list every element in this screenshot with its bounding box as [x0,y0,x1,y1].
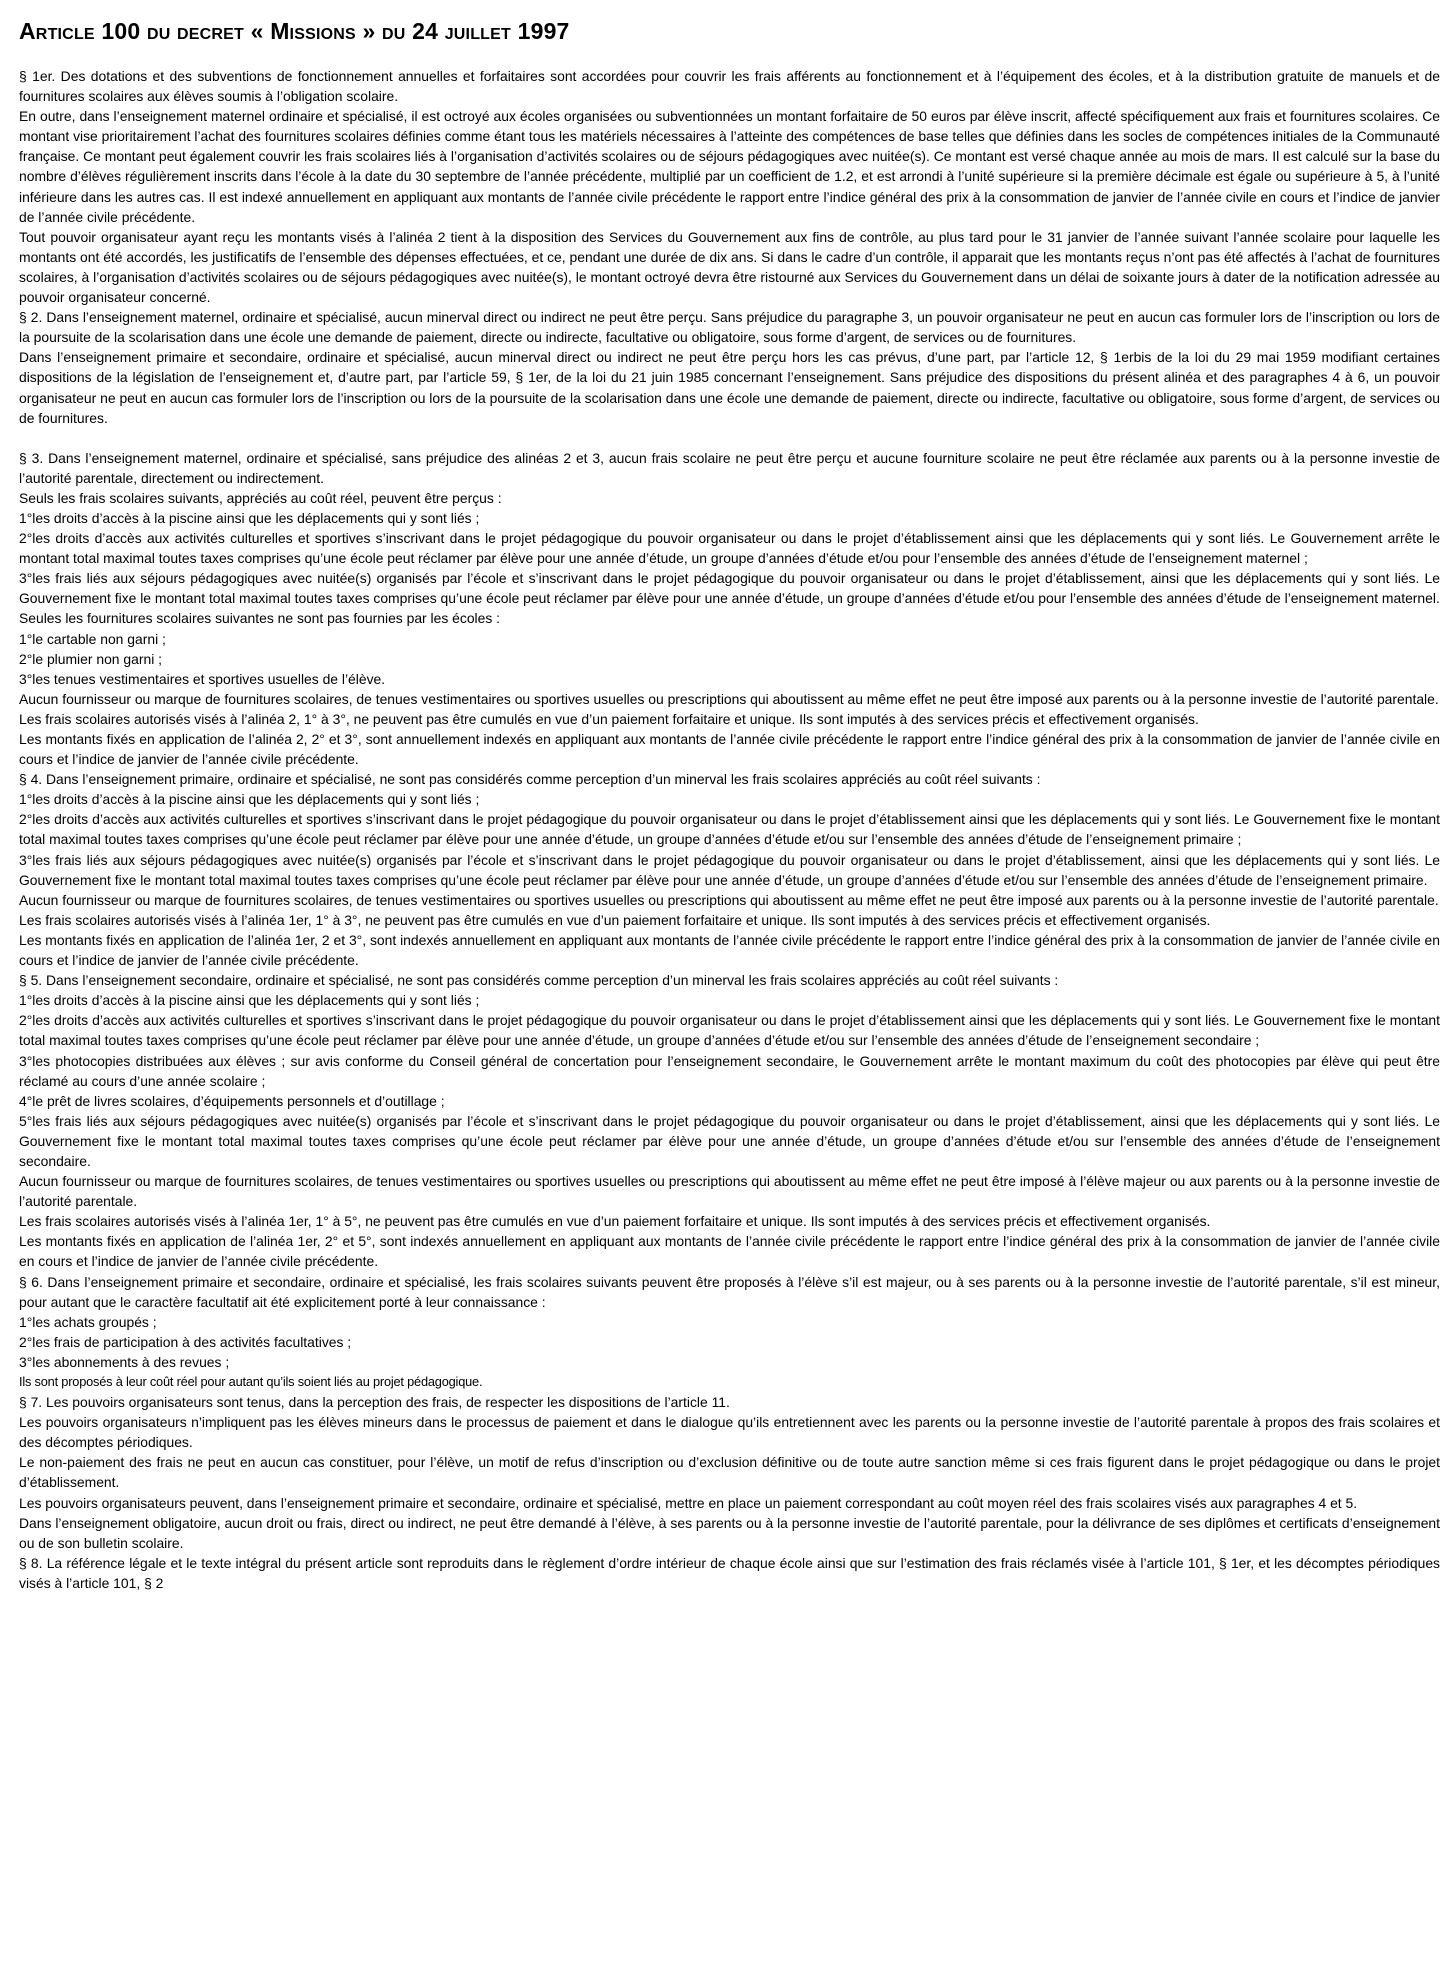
document-paragraph: Les montants fixés en application de l’alinéa 2, 2° et 3°, sont annuellement indexés en appliquant aux montants de l’année civile précédente le rapport entre l’indice général des prix à la consommation de janvier de l’année civile en cours et l’indice de janvier de l’année civile précédente. [19,731,1440,768]
document-paragraph: 2°les droits d’accès aux activités culturelles et sportives s’inscrivant dans le projet pédagogique du pouvoir organisateur ou dans le projet d’établissement ainsi que les déplacements qui y sont liés. Le Gouvernement fixe le montant total maximal toutes taxes comprises qu’une école peut réclamer par élève pour une année d’étude, un groupe d’années d’étude et/ou sur l’ensemble des années d’étude de l’enseignement primaire ; [19,811,1440,848]
document-paragraph: 2°les droits d’accès aux activités culturelles et sportives s’inscrivant dans le projet pédagogique du pouvoir organisateur ou dans le projet d’établissement ainsi que les déplacements qui y sont liés. Le Gouvernement arrête le montant total maximal toutes taxes comprises qu’une école peut réclamer par élève pour une année d’étude, un groupe d’années d’étude et/ou pour l’ensemble des années d’étude de l’enseignement maternel ; [19,530,1440,567]
document-paragraph: 1°les droits d’accès à la piscine ainsi que les déplacements qui y sont liés ; [19,992,480,1009]
document-paragraph: 1°les achats groupés ; [19,1313,157,1330]
document-paragraph: Ils sont proposés à leur coût réel pour autant qu’ils soient liés au projet pédagogique. [19,1374,483,1389]
document-paragraph [19,428,1440,448]
document-paragraph: Seuls les frais scolaires suivants, appréciés au coût réel, peuvent être perçus : [19,489,502,506]
document-paragraph: Les montants fixés en application de l’alinéa 1er, 2° et 5°, sont indexés annuellement en appliquant aux montants de l’année civile précédente le rapport entre l’indice général des prix à la consommation de janvier de l’année civile en cours et l’indice de janvier de l’année civile précédente. [19,1233,1440,1270]
document-paragraph: Les frais scolaires autorisés visés à l’alinéa 2, 1° à 3°, ne peuvent pas être cumulés en vue d’un paiement forfaitaire et unique. Ils sont imputés à des services précis et effectivement organisés. [19,710,1199,727]
document-paragraph: 2°les droits d’accès aux activités culturelles et sportives s’inscrivant dans le projet pédagogique du pouvoir organisateur ou dans le projet d’établissement ainsi que les déplacements qui y sont liés. Le Gouvernement fixe le montant total maximal toutes taxes comprises qu’une école peut réclamer par élève pour une année d’étude, un groupe d’années d’étude et/ou sur l’ensemble des années d’étude de l’enseignement secondaire ; [19,1012,1440,1049]
document-paragraph: Seules les fournitures scolaires suivantes ne sont pas fournies par les écoles : [19,610,501,627]
document-body [19,66,1440,1593]
document-paragraph: § 4. Dans l’enseignement primaire, ordinaire et spécialisé, ne sont pas considérés comme perception d’un minerval les frais scolaires appréciés au coût réel suivants : [19,771,1041,788]
document-paragraph: Aucun fournisseur ou marque de fournitures scolaires, de tenues vestimentaires ou sportives usuelles ou prescriptions qui aboutissent au même effet ne peut être imposé aux parents ou à la personne investie de l’autorité parentale. [19,891,1439,908]
document-paragraph: Les montants fixés en application de l’alinéa 1er, 2 et 3°, sont indexés annuellement en appliquant aux montants de l’année civile précédente le rapport entre l’indice général des prix à la consommation de janvier de l’année civile en cours et l’indice de janvier de l’année civile précédente. [19,931,1440,969]
document-paragraph: 1°les droits d’accès à la piscine ainsi que les déplacements qui y sont liés ; [19,509,480,526]
document-paragraph: Aucun fournisseur ou marque de fournitures scolaires, de tenues vestimentaires ou sportives usuelles ou prescriptions qui aboutissent au même effet ne peut être imposé aux parents ou à la personne investie de l’autorité parentale. [19,690,1439,707]
document-paragraph: Aucun fournisseur ou marque de fournitures scolaires, de tenues vestimentaires ou sportives usuelles ou prescriptions qui aboutissent au même effet ne peut être imposé à l’élève majeur ou aux parents ou à la personne investie de l’autorité parentale. [19,1173,1440,1210]
document-paragraph: 3°les tenues vestimentaires et sportives usuelles de l’élève. [19,670,386,687]
document-paragraph: 2°les frais de participation à des activités facultatives ; [19,1333,352,1350]
document-paragraph: En outre, dans l’enseignement maternel ordinaire et spécialisé, il est octroyé aux écoles organisées ou subventionnées un montant forfaitaire de 50 euros par élève inscrit, affecté spécifiquement aux frais et fournitures scolaires. Ce montant vise prioritairement l’achat des fournitures scolaires définies comme étant tous les matériels nécessaires à l’atteinte des compétences de base telles que définies dans les socles de compétences initiales de la Communauté française. Ce montant peut également couvrir les frais scolaires liés à l’organisation d’activités scolaires ou de séjours pédagogiques avec nuitée(s). Ce montant est versé chaque année au mois de mars. Il est calculé sur la base du nombre d’élèves régulièrement inscrits dans l’école à la date du 30 septembre de l’année précédente, multiplié par un coefficient de 1.2, et est arrondi à l’unité supérieure si la première décimale est égale ou supérieure à 5, à l’unité inférieure dans les autres cas. Il est indexé annuellement en appliquant aux montants de l’année civile précédente le rapport entre l’indice général des prix à la consommation de janvier de l’année civile en cours et l’indice de janvier de l’année civile précédente. [19,108,1440,225]
document-paragraph: 1°le cartable non garni ; [19,630,166,647]
document-paragraph: 3°les abonnements à des revues ; [19,1353,230,1370]
document-paragraph: § 5. Dans l’enseignement secondaire, ordinaire et spécialisé, ne sont pas considérés comme perception d’un minerval les frais scolaires appréciés au coût réel suivants : [19,972,1059,989]
document-paragraph: Tout pouvoir organisateur ayant reçu les montants visés à l’alinéa 2 tient à la disposition des Services du Gouvernement aux fins de contrôle, au plus tard pour le 31 janvier de l’année suivant l’année scolaire pour laquelle les montants ont été accordés, les justificatifs de l’ensemble des dépenses effectuées, et ce, pendant une durée de dix ans. Si dans le cadre d’un contrôle, il apparait que les montants reçus n’ont pas été affectés à l’achat de fournitures scolaires, à l’organisation d’activités scolaires ou de séjours pédagogiques avec nuitée(s), le montant octroyé devra être ristourné aux Services du Gouvernement dans un délai de soixante jours à dater de la notification adressée au pouvoir organisateur concerné. [19,228,1440,306]
document-paragraph: Dans l’enseignement obligatoire, aucun droit ou frais, direct ou indirect, ne peut être demandé à l’élève, à ses parents ou à la personne investie de l’autorité parentale, pour la délivrance de ses diplômes et certificats d’enseignement ou de son bulletin scolaire. [19,1514,1440,1551]
document-paragraph: Le non-paiement des frais ne peut en aucun cas constituer, pour l’élève, un motif de refus d’inscription ou d’exclusion définitive ou de toute autre sanction même si ces frais figurent dans le projet pédagogique ou dans le projet d’établissement. [19,1454,1440,1491]
document-paragraph: § 3. Dans l’enseignement maternel, ordinaire et spécialisé, sans préjudice des alinéas 2 et 3, aucun frais scolaire ne peut être perçu et aucune fourniture scolaire ne peut être réclamée aux parents ou à la personne investie de l’autorité parentale, directement ou indirectement. [19,449,1440,486]
document-paragraph: Les frais scolaires autorisés visés à l’alinéa 1er, 1° à 5°, ne peuvent pas être cumulés en vue d’un paiement forfaitaire et unique. Ils sont imputés à des services précis et effectivement organisés. [19,1213,1211,1230]
document-paragraph: 2°le plumier non garni ; [19,650,162,667]
document-paragraph: Les pouvoirs organisateurs peuvent, dans l’enseignement primaire et secondaire, ordinaire et spécialisé, mettre en place un paiement correspondant au coût moyen réel des frais scolaires visés aux paragraphes 4 et 5. [19,1494,1358,1511]
document-paragraph: 3°les frais liés aux séjours pédagogiques avec nuitée(s) organisés par l’école et s’inscrivant dans le projet pédagogique du pouvoir organisateur ou dans le projet d’établissement, ainsi que les déplacements qui y sont liés. Le Gouvernement fixe le montant total maximal toutes taxes comprises qu’une école peut réclamer par élève pour une année d’étude, un groupe d’années d’étude et/ou sur l’ensemble des années d’étude de l’enseignement primaire. [19,851,1440,888]
document-paragraph: § 8. La référence légale et le texte intégral du présent article sont reproduits dans le règlement d’ordre intérieur de chaque école ainsi que sur l’estimation des frais réclamés visée à l’article 101, § 1er, et les décomptes périodiques visés à l’article 101, § 2 [19,1554,1440,1591]
document-paragraph: Les pouvoirs organisateurs n’impliquent pas les élèves mineurs dans le processus de paiement et dans le dialogue qu’ils entretiennent avec les parents ou la personne investie de l’autorité parentale à propos des frais scolaires et des décomptes périodiques. [19,1414,1440,1451]
document-paragraph: Les frais scolaires autorisés visés à l’alinéa 1er, 1° à 3°, ne peuvent pas être cumulés en vue d’un paiement forfaitaire et unique. Ils sont imputés à des services précis et effectivement organisés. [19,911,1211,928]
document-paragraph: § 7. Les pouvoirs organisateurs sont tenus, dans la perception des frais, de respecter les dispositions de l’article 11. [19,1394,730,1411]
document-paragraph: 5°les frais liés aux séjours pédagogiques avec nuitée(s) organisés par l’école et s’inscrivant dans le projet pédagogique du pouvoir organisateur ou dans le projet d’établissement, ainsi que les déplacements qui y sont liés. Le Gouvernement fixe le montant total maximal toutes taxes comprises qu’une école peut réclamer par élève pour une année d’étude, un groupe d’années d’étude et/ou sur l’ensemble des années d’étude de l’enseignement secondaire. [19,1112,1440,1169]
document-title: Article 100 du decret « Missions » du 24 juillet 1997 [19,18,570,44]
document-paragraph: 1°les droits d’accès à la piscine ainsi que les déplacements qui y sont liés ; [19,791,480,808]
document-paragraph: 3°les photocopies distribuées aux élèves ; sur avis conforme du Conseil général de concertation pour l’enseignement secondaire, le Gouvernement arrête le montant maximum du coût des photocopies par élève qui peut être réclamé au cours d’une année scolaire ; [19,1052,1440,1089]
document-paragraph: 3°les frais liés aux séjours pédagogiques avec nuitée(s) organisés par l’école et s’inscrivant dans le projet pédagogique du pouvoir organisateur ou dans le projet d’établissement, ainsi que les déplacements qui y sont liés. Le Gouvernement fixe le montant total maximal toutes taxes comprises qu’une école peut réclamer par élève pour une année d’étude, un groupe d’années d’étude et/ou pour l’ensemble des années d’étude de l’enseignement maternel. [19,570,1440,607]
document-paragraph: § 6. Dans l’enseignement primaire et secondaire, ordinaire et spécialisé, les frais scolaires suivants peuvent être proposés à l’élève s’il est majeur, ou à ses parents ou à la personne investie de l’autorité parentale, s’il est mineur, pour autant que le caractère facultatif ait été explicitement porté à leur connaissance : [19,1273,1440,1310]
document-paragraph: Dans l’enseignement primaire et secondaire, ordinaire et spécialisé, aucun minerval direct ou indirect ne peut être perçu hors les cas prévus, d’une part, par l’article 12, § 1erbis de la loi du 29 mai 1959 modifiant certaines dispositions de la législation de l’enseignement et, d’autre part, par l’article 59, § 1er, de la loi du 21 juin 1985 concernant l’enseignement. Sans préjudice des dispositions du présent alinéa et des paragraphes 4 à 6, un pouvoir organisateur ne peut en aucun cas formuler lors de l’inscription ou lors de la poursuite de la scolarisation dans une école une demande de paiement, directe ou indirecte, facultative ou obligatoire, sous forme d’argent, de services ou de fournitures. [19,349,1440,426]
document-paragraph: § 2. Dans l’enseignement maternel, ordinaire et spécialisé, aucun minerval direct ou indirect ne peut être perçu. Sans préjudice du paragraphe 3, un pouvoir organisateur ne peut en aucun cas formuler lors de l’inscription ou lors de la poursuite de la scolarisation dans une école une demande de paiement, directe ou indirecte, facultative ou obligatoire, sous forme d’argent, de services ou de fournitures. [19,309,1440,346]
document-paragraph: § 1er. Des dotations et des subventions de fonctionnement annuelles et forfaitaires sont accordées pour couvrir les frais afférents au fonctionnement et à l’équipement des écoles, et à la distribution gratuite de manuels et de fournitures scolaires aux élèves soumis à l’obligation scolaire. [19,68,1440,105]
document-paragraph: 4°le prêt de livres scolaires, d’équipements personnels et d’outillage ; [19,1092,445,1109]
